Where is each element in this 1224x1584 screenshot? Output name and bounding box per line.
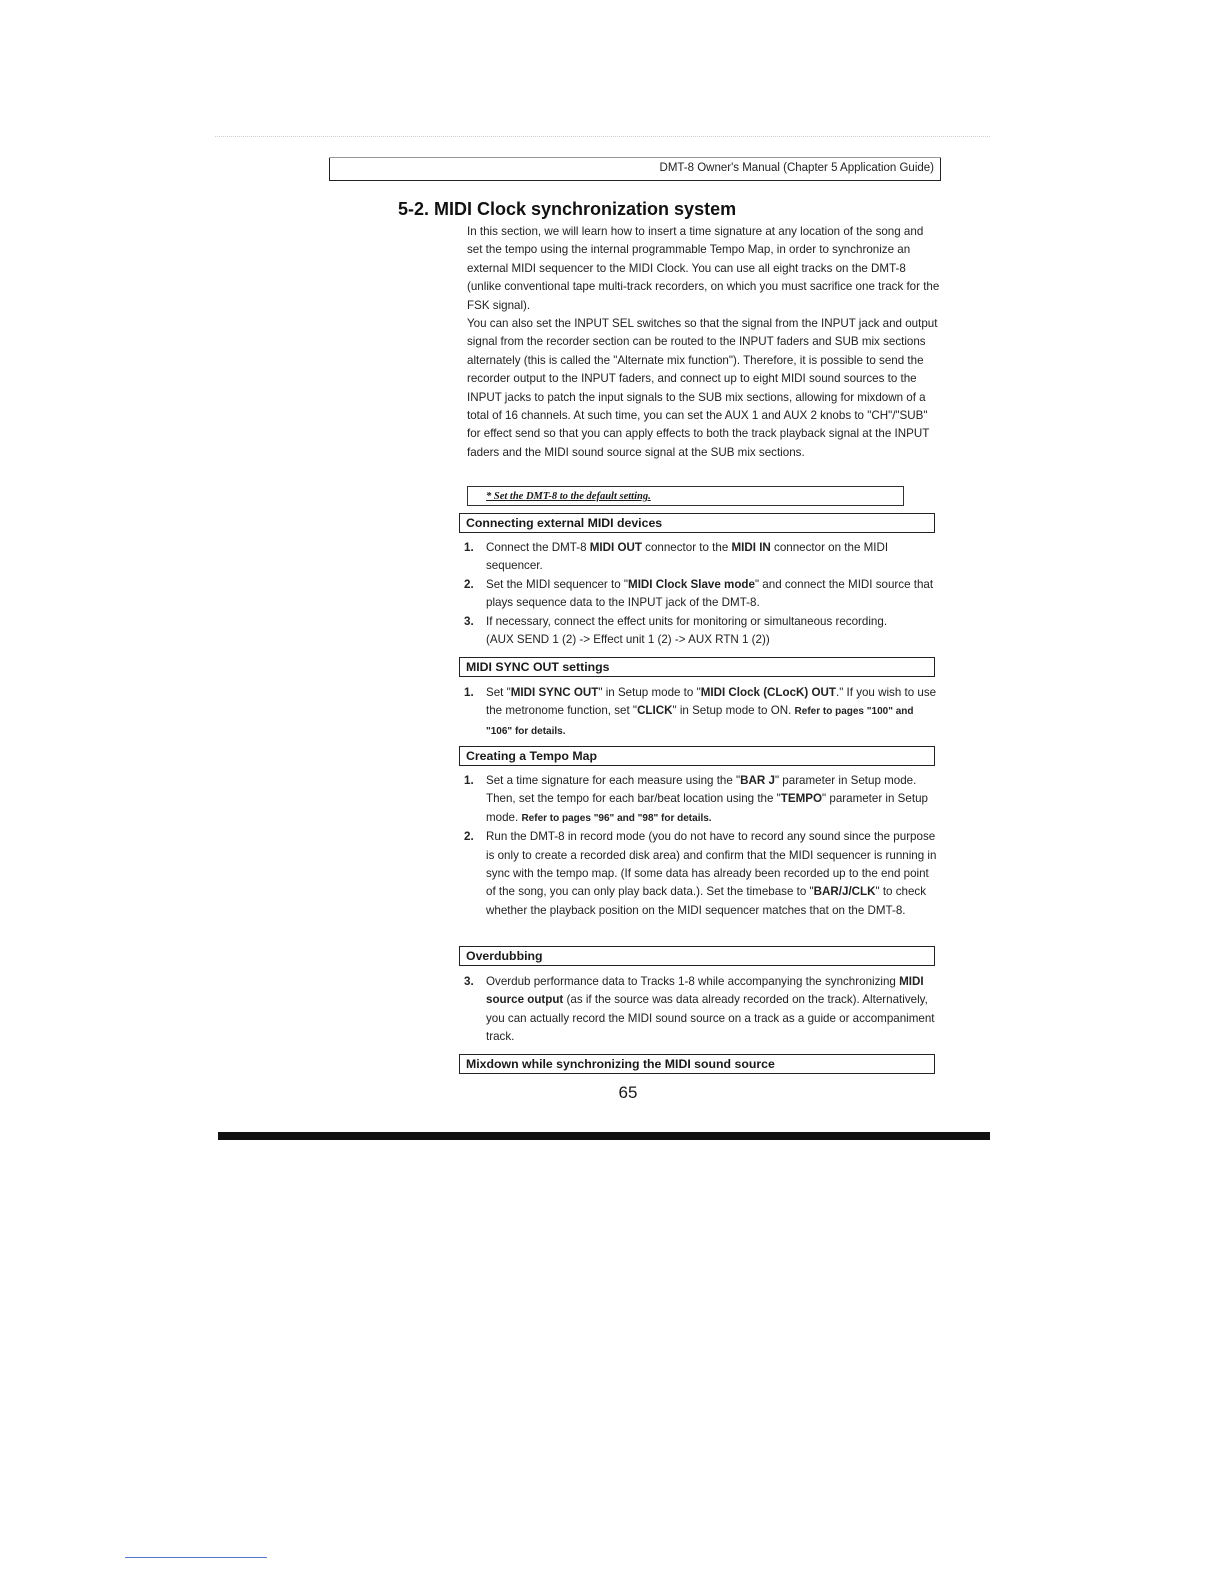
note-box bbox=[467, 486, 904, 506]
intro-paragraph-2: You can also set the INPUT SEL switches so that the signal from the INPUT jack and output signal from the recorder section can be routed to the INPUT faders and SUB mix sections alternately (this is called the "Alternate mix function"). Therefore, it is possible to send the recorder output to the INPUT faders, and connect up to eight MIDI sound sources to the INPUT jacks to patch the input signals to the SUB mix sections, allowing for mixdown of a total of 16 channels. At such time, you can set the AUX 1 and AUX 2 knobs to "CH"/"SUB" for effect send so that you can apply effects to both the track playback signal at the INPUT faders and the MIDI sound source signal at the SUB mix sections. bbox=[467, 317, 938, 459]
scan-noise-dots bbox=[215, 136, 990, 137]
list-item: 2. Run the DMT-8 in record mode (you do not have to record any sound since the purpose is only to create a recorded disk area) and confirm that the MIDI sequencer is running in sync with the tempo map. (If some data has already been recorded up to the end point of the song, you can only play back data.). Set the timebase to "BAR/J/CLK" to check whether the playback position on the MIDI sequencer matches that on the DMT-8. bbox=[464, 830, 937, 917]
heading-midi-sync bbox=[459, 657, 935, 677]
intro-text bbox=[467, 223, 941, 462]
bottom-link-line bbox=[125, 1557, 267, 1558]
page-number: 65 bbox=[618, 1083, 638, 1102]
list-item: 1. Set "MIDI SYNC OUT" in Setup mode to "MIDI Clock (CLocK) OUT." If you wish to use the metronome function, set "CLICK" in Setup mode to ON. Refer to pages "100" and "106" for details. bbox=[464, 686, 937, 737]
heading-connecting bbox=[459, 513, 935, 533]
note-text: * Set the DMT-8 to the default setting. bbox=[486, 491, 651, 502]
heading-mixdown-label: Mixdown while synchronizing the MIDI sound source bbox=[466, 1057, 775, 1071]
list-item: 3. Overdub performance data to Tracks 1-8 while accompanying the synchronizing MIDI source output (as if the source was data already recorded on the track). Alternatively, you can actually record the MIDI sound source on a track as a guide or accompaniment track. bbox=[464, 975, 935, 1044]
list-midi-sync bbox=[464, 684, 941, 741]
heading-overdubbing-label: Overdubbing bbox=[466, 949, 543, 963]
heading-overdubbing bbox=[459, 946, 935, 966]
running-header-text: DMT-8 Owner's Manual (Chapter 5 Application Guide) bbox=[659, 162, 934, 174]
list-item: 1. Set a time signature for each measure using the "BAR J" parameter in Setup mode. Then, set the tempo for each bar/beat location using the "TEMPO" parameter in Setup mode. Refer to pages "96" and "98" for details. bbox=[464, 774, 928, 824]
heading-connecting-label: Connecting external MIDI devices bbox=[466, 516, 663, 530]
heading-midi-sync-label: MIDI SYNC OUT settings bbox=[466, 660, 610, 674]
list-item: 3. If necessary, connect the effect units for monitoring or simultaneous recording. (AUX SEND 1 (2) -> Effect unit 1 (2) -> AUX RTN 1 (2)) bbox=[464, 614, 888, 647]
running-header bbox=[329, 157, 941, 181]
list-tempo-map bbox=[464, 772, 941, 920]
list-overdubbing bbox=[464, 973, 941, 1047]
list-item: 1. Connect the DMT-8 MIDI OUT connector to the MIDI IN connector on the MIDI sequencer. bbox=[464, 541, 889, 573]
list-item: 2. Set the MIDI sequencer to "MIDI Clock Slave mode" and connect the MIDI source that plays sequence data to the INPUT jack of the DMT-8. bbox=[464, 577, 934, 610]
heading-mixdown bbox=[459, 1054, 935, 1074]
intro-paragraph-1: In this section, we will learn how to insert a time signature at any location of the song and set the tempo using the internal programmable Tempo Map, in order to synchronize an external MIDI sequencer to the MIDI Clock. You can use all eight tracks on the DMT-8 (unlike conventional tape multi-track recorders, on which you must sacrifice one track for the FSK signal). bbox=[467, 225, 940, 312]
section-title: 5-2. MIDI Clock synchronization system bbox=[398, 199, 737, 219]
bottom-rule bbox=[218, 1132, 990, 1140]
list-connecting bbox=[464, 539, 941, 649]
heading-tempo-map-label: Creating a Tempo Map bbox=[466, 749, 597, 763]
heading-tempo-map bbox=[459, 746, 935, 766]
